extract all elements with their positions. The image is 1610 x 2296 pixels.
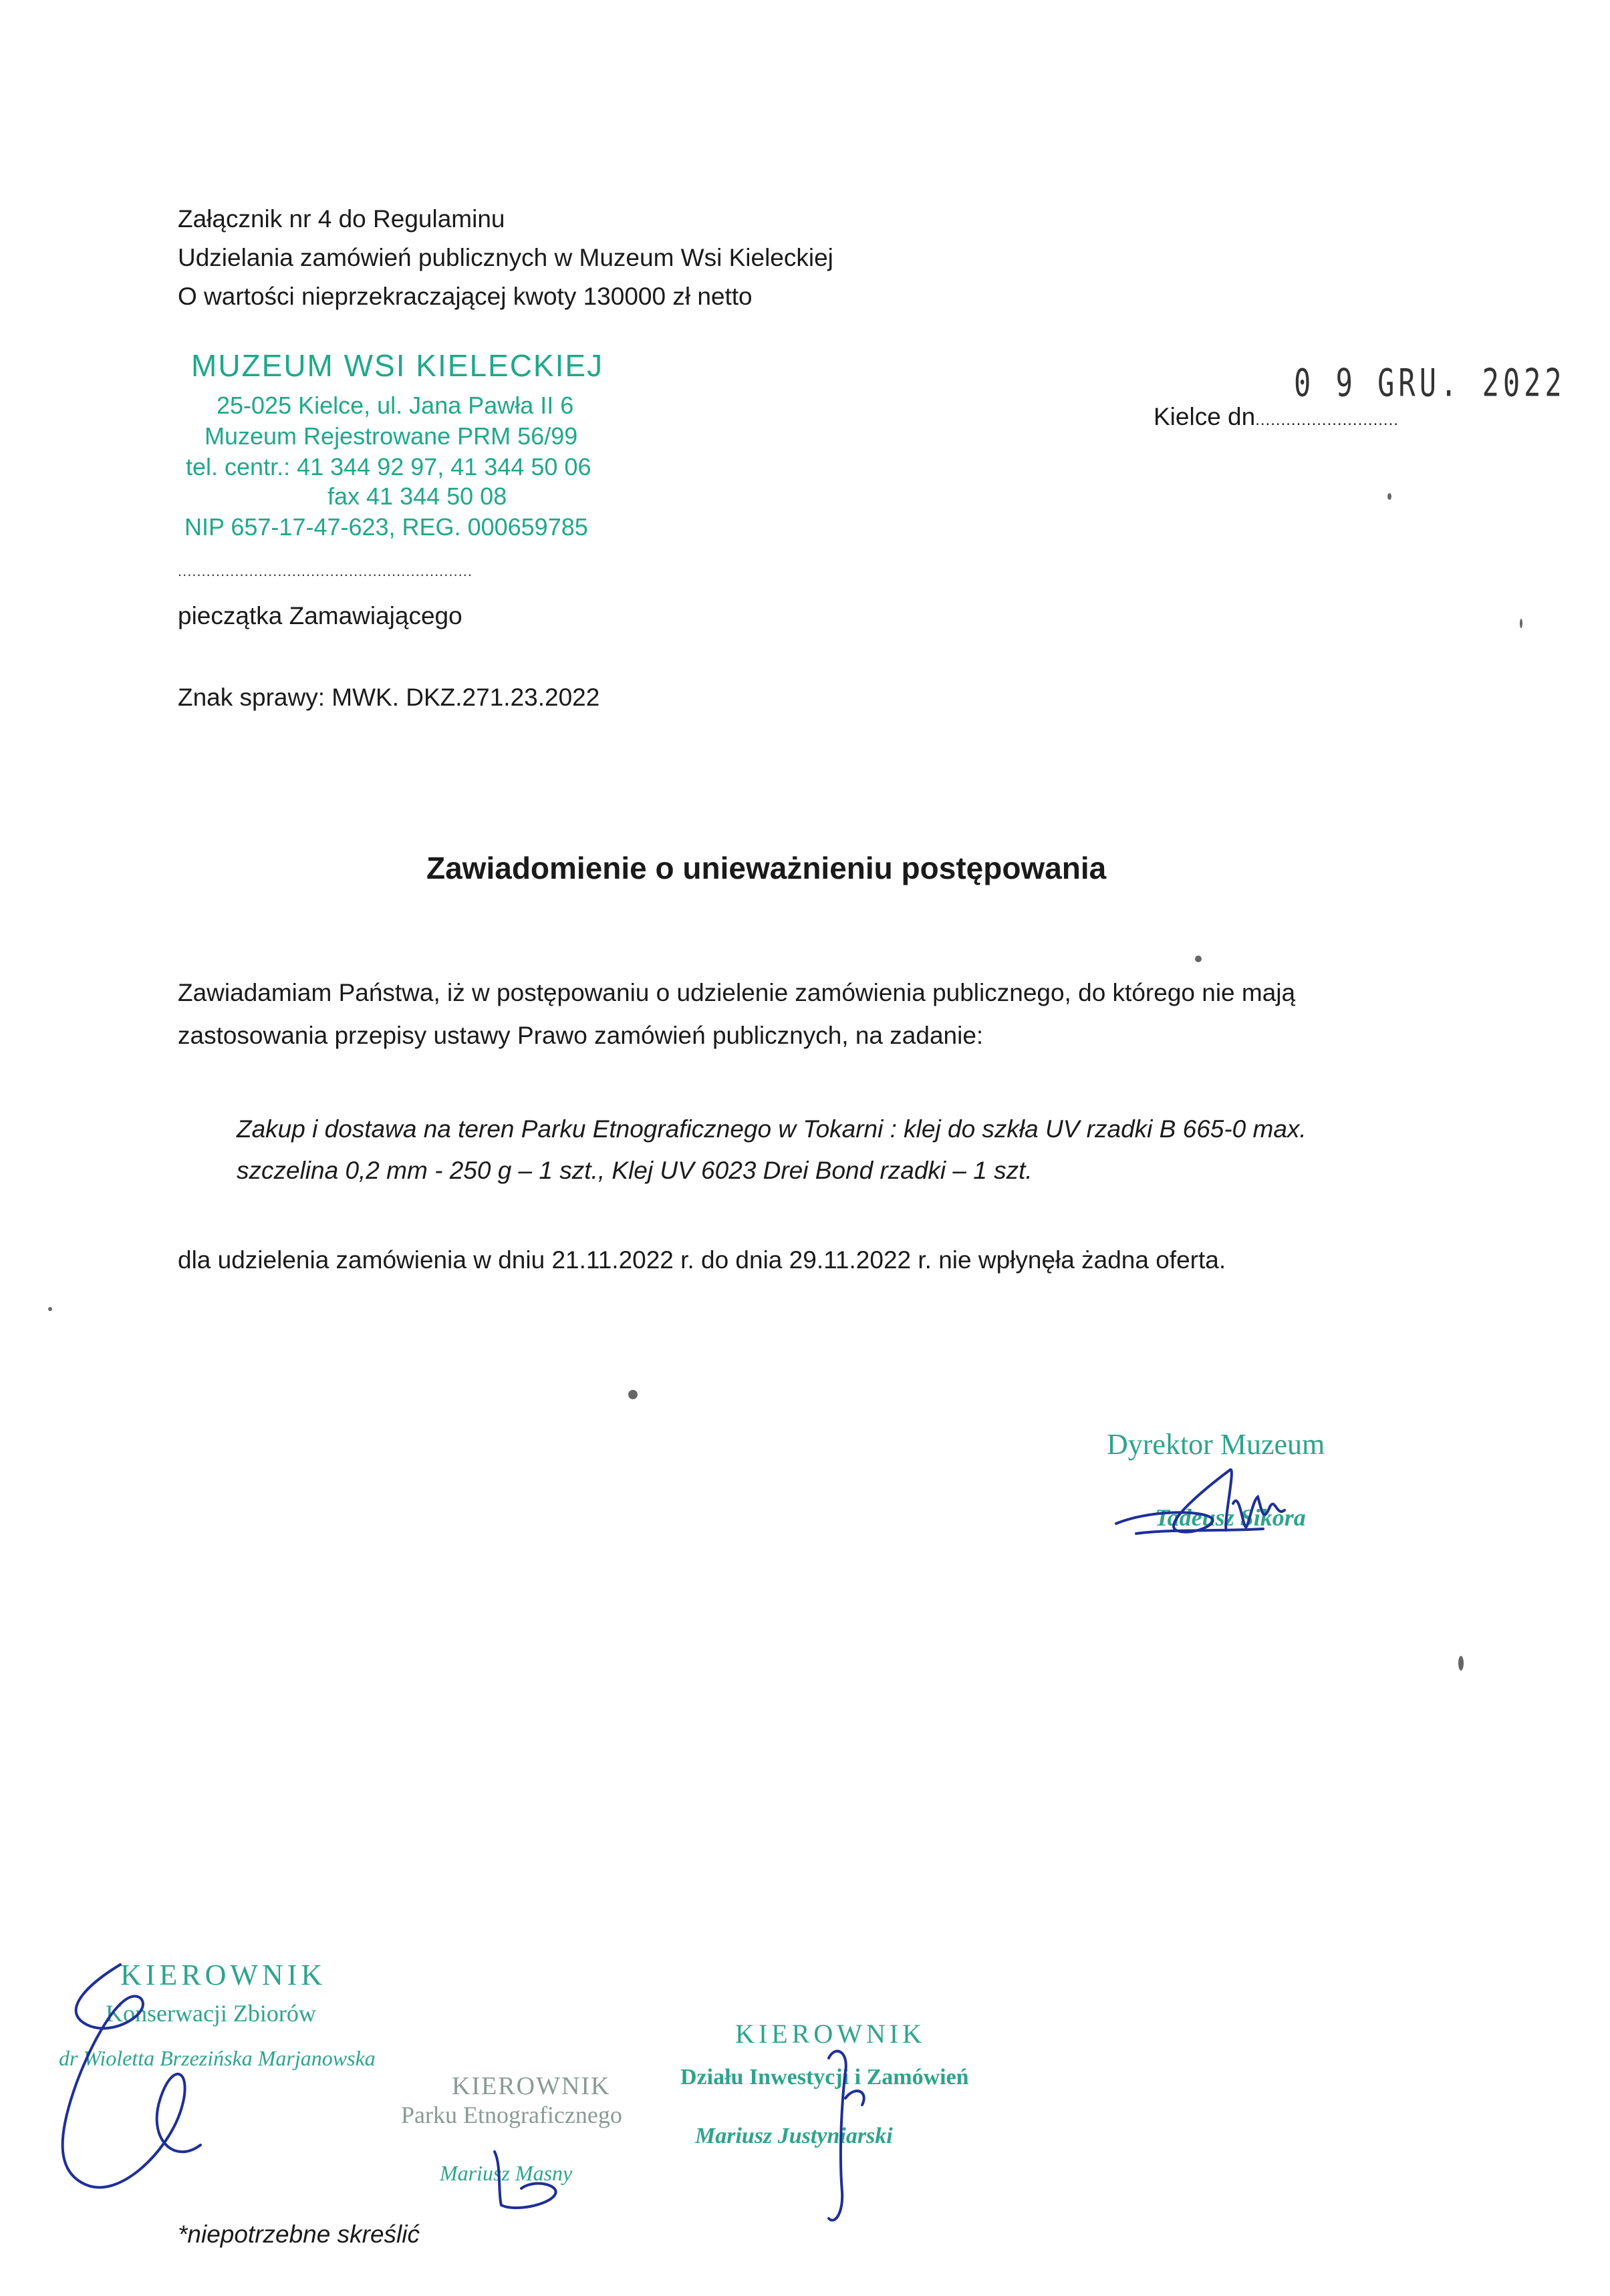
stamp-caption: pieczątka Zamawiającego — [178, 602, 462, 629]
body-paragraph-2: dla udzielenia zamówienia w dniu 21.11.2022 r. do dnia 29.11.2022 r. nie wpłynęła żadna oferta. — [178, 1246, 1226, 1274]
document-title: Zawiadomienie o unieważnieniu postępowania — [426, 851, 1107, 885]
body-paragraph-1-line-2: zastosowania przepisy ustawy Prawo zamówień publicznych, na zadanie: — [178, 1022, 984, 1049]
approval-3-title: KIEROWNIK — [735, 2019, 926, 2049]
scan-speck — [48, 1307, 52, 1311]
approval-3-name: Mariusz Justyniarski — [695, 2124, 893, 2148]
approval-1-name: dr Wioletta Brzezińska Marjanowska — [59, 2046, 376, 2070]
approval-2-dept: Parku Etnograficznego — [401, 2102, 622, 2128]
scan-speck — [628, 1390, 638, 1399]
approval-3-dept: Działu Inwestycji i Zamówień — [680, 2065, 969, 2090]
header-line-3: O wartości nieprzekraczającej kwoty 130000 zł netto — [178, 283, 753, 310]
stamp-tel: tel. centr.: 41 344 92 97, 41 344 50 06 — [186, 453, 591, 480]
stamp-nip: NIP 657-17-47-623, REG. 000659785 — [184, 513, 588, 541]
footnote: *niepotrzebne skreślić — [178, 2220, 420, 2248]
date-field — [1154, 397, 1399, 440]
director-name: Tadeusz Sikora — [1155, 1504, 1306, 1531]
date-dots: ............................ — [1255, 411, 1399, 429]
stamp-dotted-line: .............................................................. — [178, 563, 473, 579]
stamp-address: 25-025 Kielce, ul. Jana Pawła II 6 — [217, 392, 574, 419]
header-line-2: Udzielania zamówień publicznych w Muzeum Wsi Kieleckiej — [178, 244, 833, 271]
approval-2-signature — [401, 2071, 682, 2218]
approval-1-dept: Konserwacji Zbiorów — [106, 2000, 316, 2027]
approval-2-title: KIEROWNIK — [452, 2072, 611, 2100]
item-line-1: Zakup i dostawa na teren Parku Etnograficznego w Tokarni : klej do szkła UV rzadki B 665-0 max. — [237, 1115, 1307, 1143]
approval-stamp-1 — [47, 1958, 421, 2205]
approval-1-title: KIEROWNIK — [120, 1959, 327, 1991]
item-line-2: szczelina 0,2 mm - 250 g – 1 szt., Klej UV 6023 Drei Bond rzadki – 1 szt. — [237, 1157, 1033, 1184]
approval-3-signature — [675, 2018, 1023, 2232]
stamp-fax: fax 41 344 50 08 — [327, 482, 507, 510]
director-signature — [1109, 1443, 1323, 1550]
stamp-register: Muzeum Rejestrowane PRM 56/99 — [205, 422, 578, 450]
approval-1-signature — [47, 1958, 421, 2205]
scan-speck — [1387, 493, 1391, 500]
date-stamp: 0 9 GRU. 2022 — [1294, 361, 1566, 406]
scan-speck — [1195, 956, 1202, 962]
case-reference: Znak sprawy: MWK. DKZ.271.23.2022 — [178, 684, 600, 711]
approval-2-name: Mariusz Masny — [440, 2161, 573, 2185]
header-line-1: Załącznik nr 4 do Regulaminu — [178, 205, 505, 233]
scan-speck — [1520, 619, 1522, 628]
approval-stamp-3 — [675, 2018, 1023, 2232]
date-label: Kielce dn — [1154, 403, 1256, 430]
director-title: Dyrektor Muzeum — [1107, 1428, 1325, 1461]
body-paragraph-1-line-1: Zawiadamiam Państwa, iż w postępowaniu o udzielenie zamówienia publicznego, do którego nie mają — [178, 979, 1296, 1006]
scan-speck — [1458, 1656, 1464, 1671]
approval-stamp-2 — [401, 2071, 682, 2218]
stamp-name: MUZEUM WSI KIELECKIEJ — [191, 348, 604, 383]
